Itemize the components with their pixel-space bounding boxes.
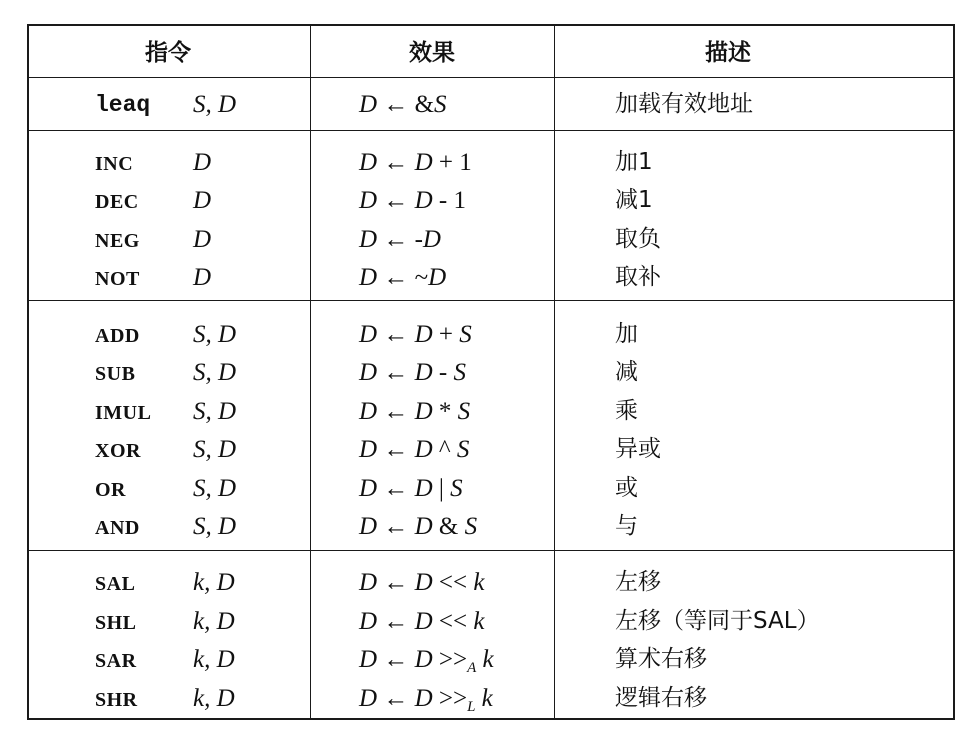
instruction-table — [27, 24, 955, 720]
instruction-operands: S, D — [193, 91, 237, 118]
instruction-mnemonic: NOT — [95, 268, 140, 290]
header-effect: 效果 — [409, 40, 455, 66]
instruction-operands: k, D — [193, 646, 235, 673]
instruction-operands: k, D — [193, 608, 235, 635]
instruction-description: 加载有效地址 — [615, 91, 753, 117]
header-instruction: 指令 — [145, 40, 191, 66]
instruction-effect: D ← D & S — [359, 513, 478, 540]
instruction-operands: S, D — [193, 359, 237, 386]
instruction-mnemonic: IMUL — [95, 402, 152, 424]
instruction-operands: D — [193, 187, 212, 214]
instruction-operands: S, D — [193, 436, 237, 463]
instruction-mnemonic: SAL — [95, 573, 136, 595]
instruction-mnemonic: SHR — [95, 689, 138, 711]
instruction-description: 异或 — [615, 436, 661, 462]
instruction-operands: D — [193, 226, 212, 253]
instruction-description: 减1 — [615, 187, 653, 213]
header-divider — [29, 77, 953, 78]
instruction-effect: D ← D - S — [359, 359, 466, 386]
instruction-effect: D ← D << k — [359, 569, 485, 596]
instruction-operands: D — [193, 264, 212, 291]
instruction-effect: D ← ~D — [359, 264, 447, 291]
instruction-effect: D ← D + 1 — [359, 149, 472, 176]
group-divider — [29, 130, 953, 131]
instruction-operands: k, D — [193, 569, 235, 596]
instruction-operands: k, D — [193, 685, 235, 712]
instruction-description: 取负 — [615, 226, 661, 252]
instruction-effect: D ← &S — [359, 91, 447, 118]
instruction-effect: D ← D * S — [359, 398, 471, 425]
instruction-operands: S, D — [193, 321, 237, 348]
instruction-effect: D ← D - 1 — [359, 187, 466, 214]
instruction-mnemonic: NEG — [95, 230, 140, 252]
instruction-operands: S, D — [193, 398, 237, 425]
instruction-mnemonic: SHL — [95, 612, 137, 634]
header-description: 描述 — [705, 40, 751, 66]
instruction-mnemonic: INC — [95, 153, 134, 175]
instruction-effect: D ← D + S — [359, 321, 472, 348]
instruction-effect: D ← D << k — [359, 608, 485, 635]
instruction-mnemonic: OR — [95, 479, 126, 501]
instruction-description: 减 — [615, 359, 638, 385]
instruction-mnemonic: SAR — [95, 650, 137, 672]
instruction-effect: D ← $D >>_A$ k — [359, 646, 494, 676]
instruction-mnemonic: AND — [95, 517, 140, 539]
instruction-mnemonic: XOR — [95, 440, 141, 462]
instruction-description: 左移（等同于SAL） — [615, 608, 820, 634]
instruction-description: 算术右移 — [615, 646, 707, 672]
instruction-operands: S, D — [193, 475, 237, 502]
instruction-operands: D — [193, 149, 212, 176]
instruction-description: 或 — [615, 475, 638, 501]
instruction-description: 加 — [615, 321, 638, 347]
instruction-operands: S, D — [193, 513, 237, 540]
group-divider — [29, 300, 953, 301]
instruction-mnemonic: leaq — [95, 92, 151, 118]
instruction-description: 左移 — [615, 569, 661, 595]
instruction-mnemonic: DEC — [95, 191, 139, 213]
instruction-mnemonic: ADD — [95, 325, 140, 347]
instruction-effect: D ← $D >>_L$ k — [359, 685, 493, 715]
instruction-mnemonic: SUB — [95, 363, 136, 385]
instruction-description: 与 — [615, 513, 638, 539]
instruction-description: 加1 — [615, 149, 653, 175]
instruction-effect: D ← D | S — [359, 475, 463, 502]
instruction-effect: D ← -D — [359, 226, 441, 253]
group-divider — [29, 550, 953, 551]
instruction-description: 乘 — [615, 398, 638, 424]
instruction-effect: D ← D ^ S — [359, 436, 470, 463]
instruction-description: 取补 — [615, 264, 661, 290]
instruction-description: 逻辑右移 — [615, 685, 707, 711]
